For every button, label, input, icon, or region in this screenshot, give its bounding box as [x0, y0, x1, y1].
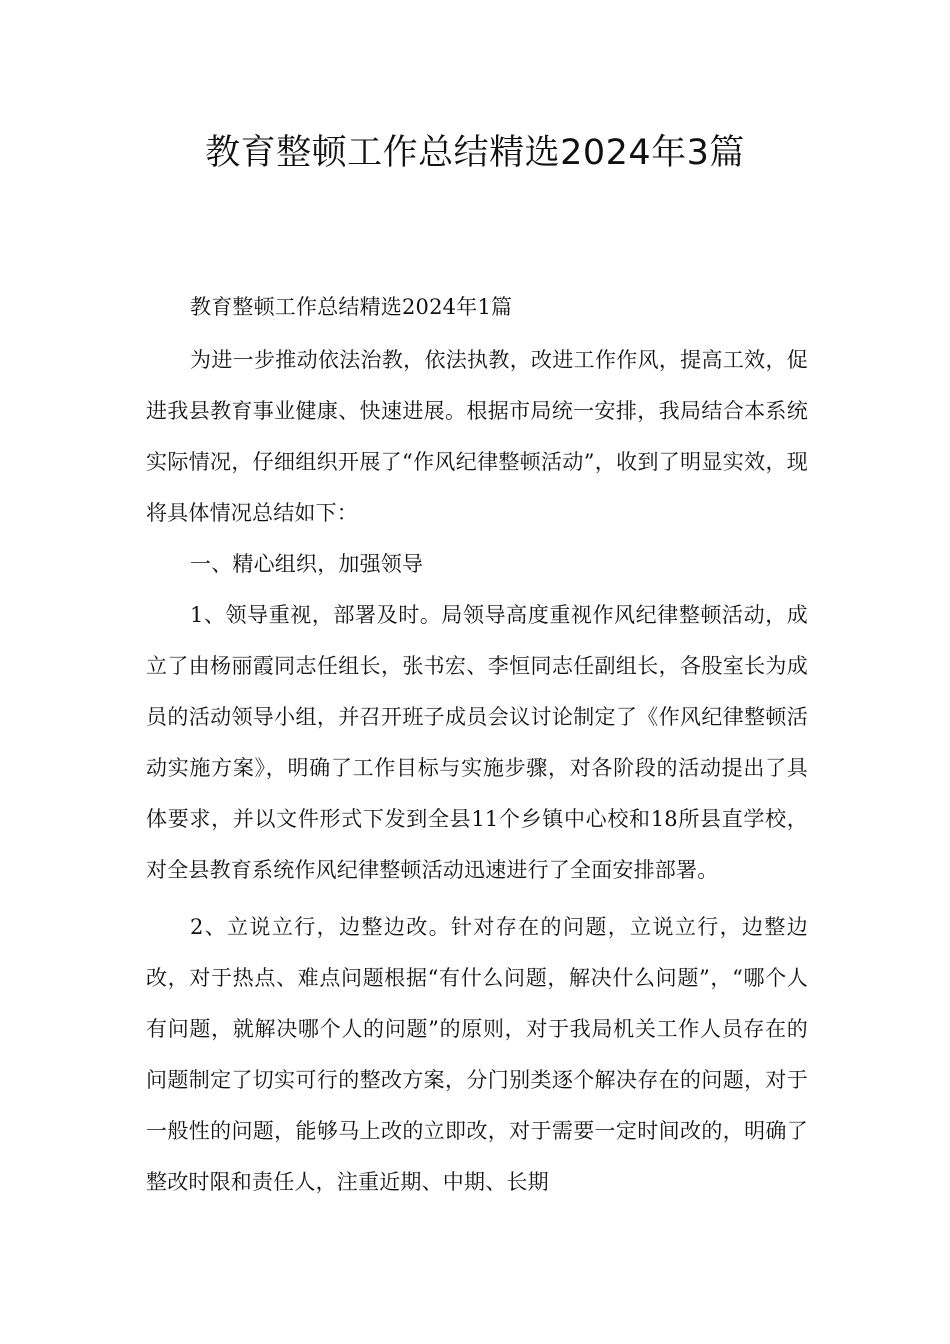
- paragraph-point-1: 1、领导重视，部署及时。局领导高度重视作风纪律整顿活动，成立了由杨丽霞同志任组长，张书宏、李恒同志任副组长，各股室长为成员的活动领导小组，并召开班子成员会议讨论制定了《作风纪律整顿活动实施方案》，明确了工作目标与实施步骤，对各阶段的活动提出了具体要求，并以文件形式下发到全县11个乡镇中心校和18所县直学校，对全县教育系统作风纪律整顿活动迅速进行了全面安排部署。: [146, 603, 808, 882]
- paragraph-intro: 为进一步推动依法治教，依法执教，改进工作作风，提高工效，促进我县教育事业健康、快速进展。根据市局统一安排，我局结合本系统实际情况，仔细组织开展了“作风纪律整顿活动”，收到了明显实效，现将具体情况总结如下：: [146, 348, 808, 525]
- section-title: 教育整顿工作总结精选2024年1篇: [190, 295, 513, 319]
- document-title: 教育整顿工作总结精选2024年3篇: [205, 133, 745, 173]
- paragraph-point-2: 2、立说立行，边整边改。针对存在的问题，立说立行，边整边改，对于热点、难点问题根据“有什么问题，解决什么问题”，“哪个人有问题，就解决哪个人的问题”的原则，对于我局机关工作人员存在的问题制定了切实可行的整改方案，分门别类逐个解决存在的问题，对于一般性的问题，能够马上改的立即改，对于需要一定时间改的，明确了整改时限和责任人，注重近期、中期、长期: [146, 915, 808, 1194]
- paragraph-heading-1: 一、精心组织，加强领导: [190, 552, 424, 576]
- document-body: [146, 282, 808, 1208]
